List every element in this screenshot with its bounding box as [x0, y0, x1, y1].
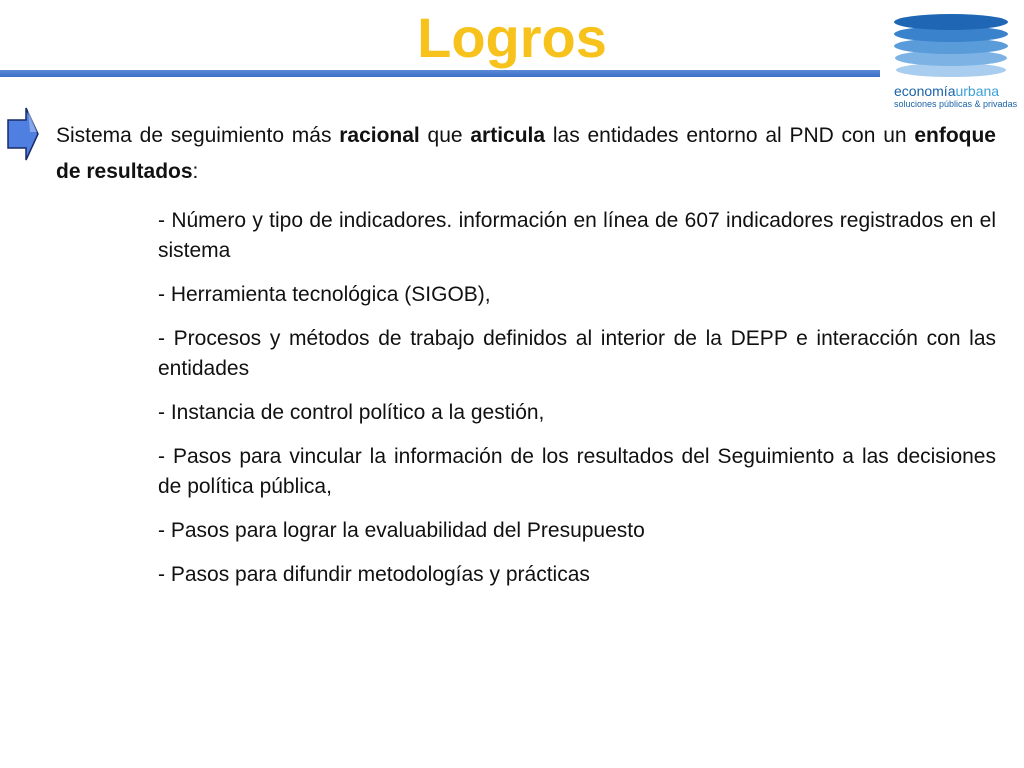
list-item: - Pasos para difundir metodologías y prácticas	[158, 563, 590, 586]
list-item: - Procesos y métodos de trabajo definidos al interior de la DEPP e interacción con las entidades	[158, 327, 996, 380]
list-item: - Herramienta tecnológica (SIGOB),	[158, 283, 491, 306]
bullet-arrow-icon	[6, 104, 40, 164]
emphasis-racional: racional	[339, 124, 420, 147]
lead-statement: Sistema de seguimiento más racional que articula las entidades entorno al PND con un enfoque de resultados:	[56, 124, 996, 183]
stacked-discs-icon	[888, 10, 1012, 82]
logo-tagline: soluciones públicas & privadas	[894, 99, 1018, 109]
slide-title: Logros	[417, 6, 607, 69]
achievements-list	[158, 206, 996, 604]
logo-wordmark: economíaurbana	[894, 83, 1000, 99]
list-item: - Pasos para vincular la información de los resultados del Seguimiento a las decisiones de política pública,	[158, 445, 996, 498]
title-underline	[0, 70, 880, 77]
emphasis-enfoque: enfoque de resultados	[56, 124, 996, 183]
list-item: - Número y tipo de indicadores. información en línea de 607 indicadores registrados en el sistema	[158, 209, 996, 262]
emphasis-articula: articula	[470, 124, 546, 147]
list-item: - Pasos para lograr la evaluabilidad del Presupuesto	[158, 519, 645, 542]
economia-urbana-logo	[888, 10, 1018, 110]
list-item: - Instancia de control político a la gestión,	[158, 401, 545, 424]
